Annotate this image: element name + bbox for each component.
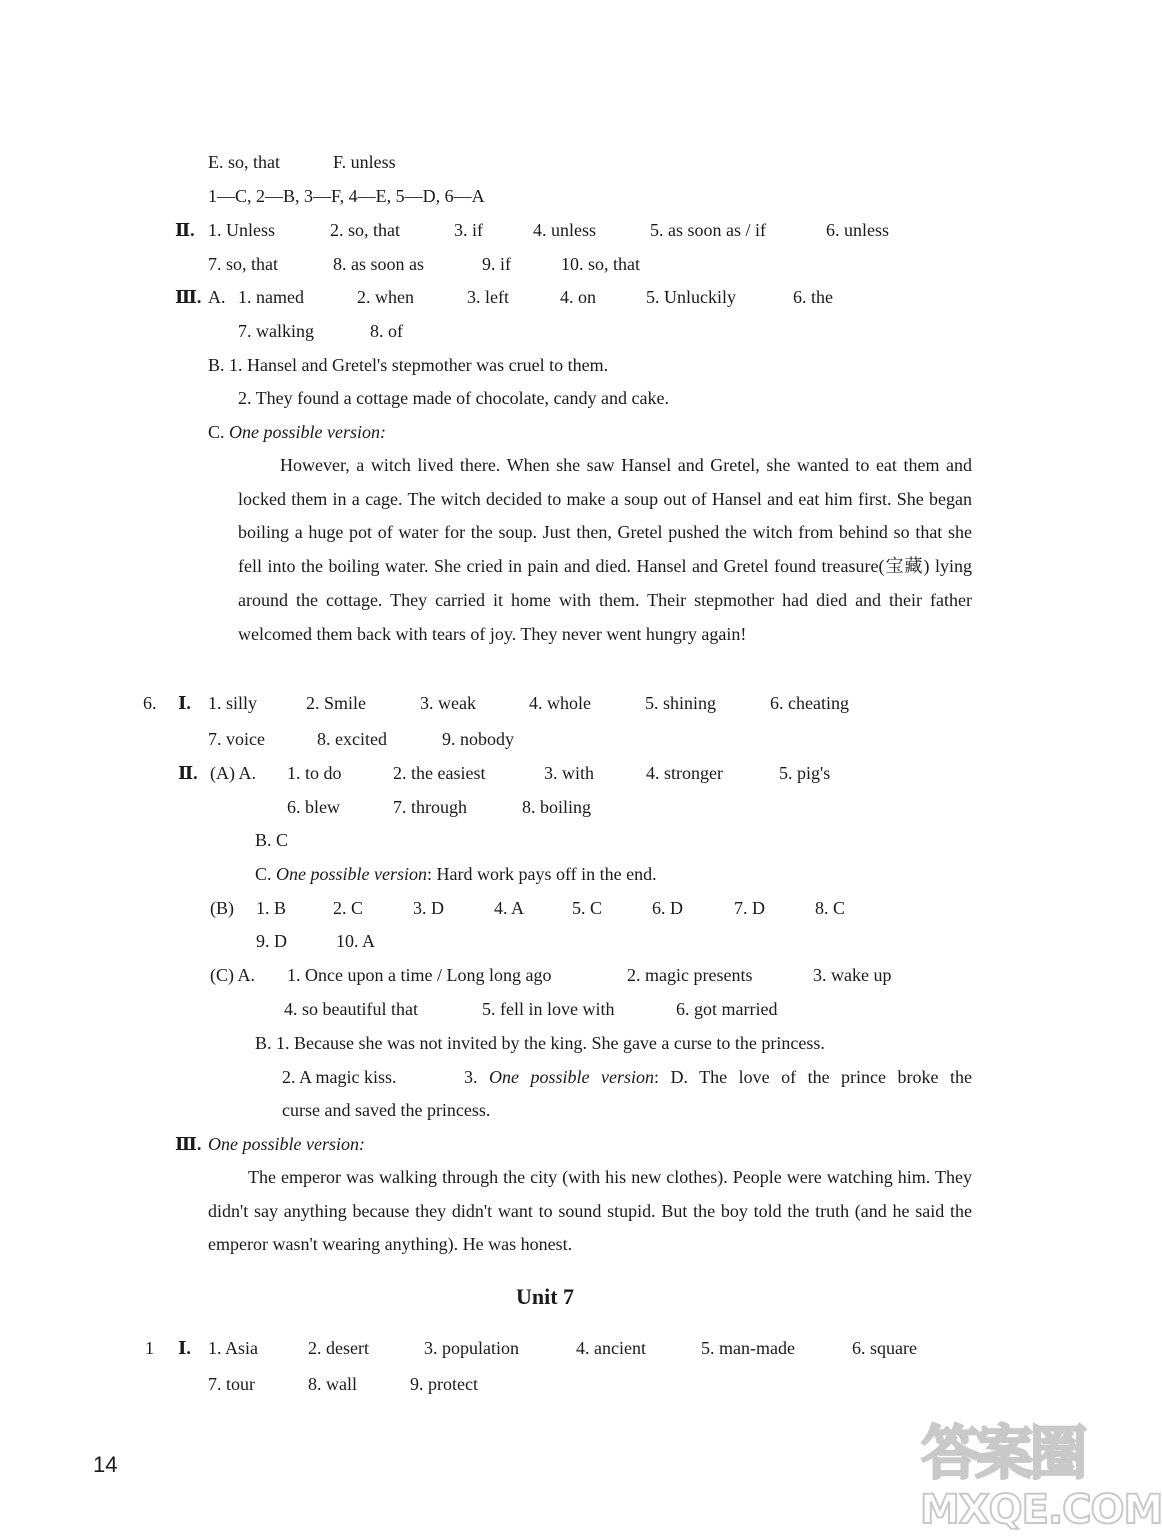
answer-item: 1. B	[256, 898, 287, 918]
part-c-heading: C. One possible version:	[208, 422, 386, 442]
answer-item: 2. Smile	[306, 693, 367, 713]
answer-item: 3. D	[413, 898, 444, 918]
answer-item: 9. protect	[410, 1374, 478, 1394]
answer-item: 8. of	[370, 321, 403, 341]
answer-item: 1. named	[238, 287, 304, 307]
witch-story-paragraph: However, a witch lived there. When she saw Hansel and Gretel, she wanted to eat them and locked them in a cage. The witch decided to make a soup out of Hansel and eat him first. She began boiling a huge pot of water for the soup. Just then, Gretel pushed the witch from behind so that she fell into the boiling water. She cried in pain and died. Hansel and Gretel found treasure(宝藏) lying around the cottage. They carried it home with them. Their stepmother had died and their father welcomed them back with tears of joy. They never went hungry again!	[238, 455, 972, 644]
answer-item: 7. D	[734, 898, 765, 918]
watermark-text: 答案圈	[921, 1419, 1084, 1487]
answer-item: 8. excited	[317, 729, 387, 749]
answer-item: 7. through	[393, 797, 467, 817]
part-b-answer-1: B. 1. Because she was not invited by the king. She gave a curse to the princess.	[255, 1033, 825, 1053]
roman-iii-label: Ⅲ.	[175, 287, 202, 307]
answer-item: 3. left	[467, 287, 509, 307]
roman-ii-label: Ⅱ.	[178, 763, 198, 783]
answer-item: 1. Asia	[208, 1338, 259, 1358]
section-number: 1	[145, 1338, 154, 1358]
answer-item: 8. as soon as	[333, 254, 424, 274]
answer-item: 6. cheating	[770, 693, 849, 713]
watermark-url: MXQE.COM	[920, 1487, 1162, 1533]
answer-item: 5. shining	[645, 693, 717, 713]
answer-item: 1. to do	[287, 763, 342, 783]
answer-item: 2. desert	[308, 1338, 369, 1358]
answer-item: 3. if	[454, 220, 483, 240]
part-b-answer-3-cont: curse and saved the princess.	[282, 1100, 491, 1120]
answer-item: 1. Once upon a time / Long long ago	[287, 965, 552, 985]
possible-version-heading: One possible version:	[208, 1134, 365, 1154]
part-b-answer-2: 2. They found a cottage made of chocolate, candy and cake.	[238, 388, 669, 408]
answer-item: 6. got married	[676, 999, 778, 1019]
answer-item: 6. unless	[826, 220, 889, 240]
roman-i-label: Ⅰ.	[178, 693, 191, 713]
unit-title: Unit 7	[515, 1284, 575, 1309]
answer-item: 5. as soon as / if	[650, 220, 766, 240]
answer-item: 8. wall	[308, 1374, 357, 1394]
roman-ii-label: Ⅱ.	[175, 220, 195, 240]
answer-item: 7. voice	[208, 729, 265, 749]
answer-item: 3. with	[544, 763, 595, 783]
emperor-story-paragraph: The emperor was walking through the city (with his new clothes). People were watching him. They didn't say anything because they didn't want to sound stupid. But the boy told the truth (and he said the emperor wasn't wearing anything). He was honest.	[208, 1167, 972, 1255]
roman-iii-label: Ⅲ.	[175, 1134, 202, 1154]
part-b-answer-3: 3. One possible version: D. The love of the prince broke the	[464, 1067, 972, 1087]
part-b-label: (B)	[210, 898, 234, 918]
answer-item: 10. so, that	[561, 254, 640, 274]
answer-item: 4. on	[560, 287, 596, 307]
answer-item: 8. C	[815, 898, 846, 918]
answer-item: 2. magic presents	[627, 965, 753, 985]
answer-item: 4. stronger	[646, 763, 723, 783]
answer-item: 4. unless	[533, 220, 596, 240]
answer-item: 6. square	[852, 1338, 917, 1358]
part-b-answer-2: 2. A magic kiss.	[282, 1067, 397, 1087]
roman-i-label: Ⅰ.	[178, 1338, 191, 1358]
part-b-answer: B. C	[255, 830, 289, 850]
answer-item: 5. pig's	[779, 763, 831, 783]
answer-item: 7. tour	[208, 1374, 255, 1394]
page-number: 14	[93, 1452, 118, 1477]
answer-item: 2. C	[333, 898, 364, 918]
answer-item: 5. C	[572, 898, 603, 918]
answer-item: 6. the	[793, 287, 833, 307]
answer-item: 9. if	[482, 254, 511, 274]
answer-item: 3. wake up	[813, 965, 892, 985]
match-answers: 1—C, 2—B, 3—F, 4—E, 5—D, 6—A	[208, 186, 485, 206]
answer-item: 7. so, that	[208, 254, 278, 274]
answer-item: 7. walking	[238, 321, 314, 341]
answer-item: 3. weak	[420, 693, 476, 713]
answer-item: 2. so, that	[330, 220, 400, 240]
answer-item: 5. Unluckily	[646, 287, 736, 307]
answer-item: 1. Unless	[208, 220, 275, 240]
part-b-answer-1: B. 1. Hansel and Gretel's stepmother was cruel to them.	[208, 355, 609, 375]
answer-item: 4. so beautiful that	[284, 999, 418, 1019]
match-option-f: F. unless	[333, 152, 396, 172]
answer-item: 4. A	[494, 898, 525, 918]
part-c-label: (C) A.	[210, 965, 255, 985]
answer-item: 5. man-made	[701, 1338, 795, 1358]
answer-item: 2. the easiest	[393, 763, 486, 783]
answer-item: 9. nobody	[442, 729, 514, 749]
part-a-label: A.	[208, 287, 226, 307]
watermark-logo	[920, 1418, 1162, 1533]
part-c-answer: C. One possible version: Hard work pays off in the end.	[255, 864, 657, 884]
section-number: 6.	[143, 693, 157, 713]
answer-item: 4. whole	[529, 693, 591, 713]
answer-item: 10. A	[336, 931, 376, 951]
match-option-e: E. so, that	[208, 152, 280, 172]
answer-item: 8. boiling	[522, 797, 592, 817]
answer-item: 4. ancient	[576, 1338, 646, 1358]
answer-item: 9. D	[256, 931, 287, 951]
answer-item: 6. D	[652, 898, 683, 918]
answer-item: 1. silly	[208, 693, 258, 713]
answer-item: 2. when	[357, 287, 414, 307]
answer-item: 5. fell in love with	[482, 999, 615, 1019]
answer-item: 3. population	[424, 1338, 519, 1358]
answer-item: 6. blew	[287, 797, 340, 817]
part-a-label: (A) A.	[210, 763, 256, 783]
